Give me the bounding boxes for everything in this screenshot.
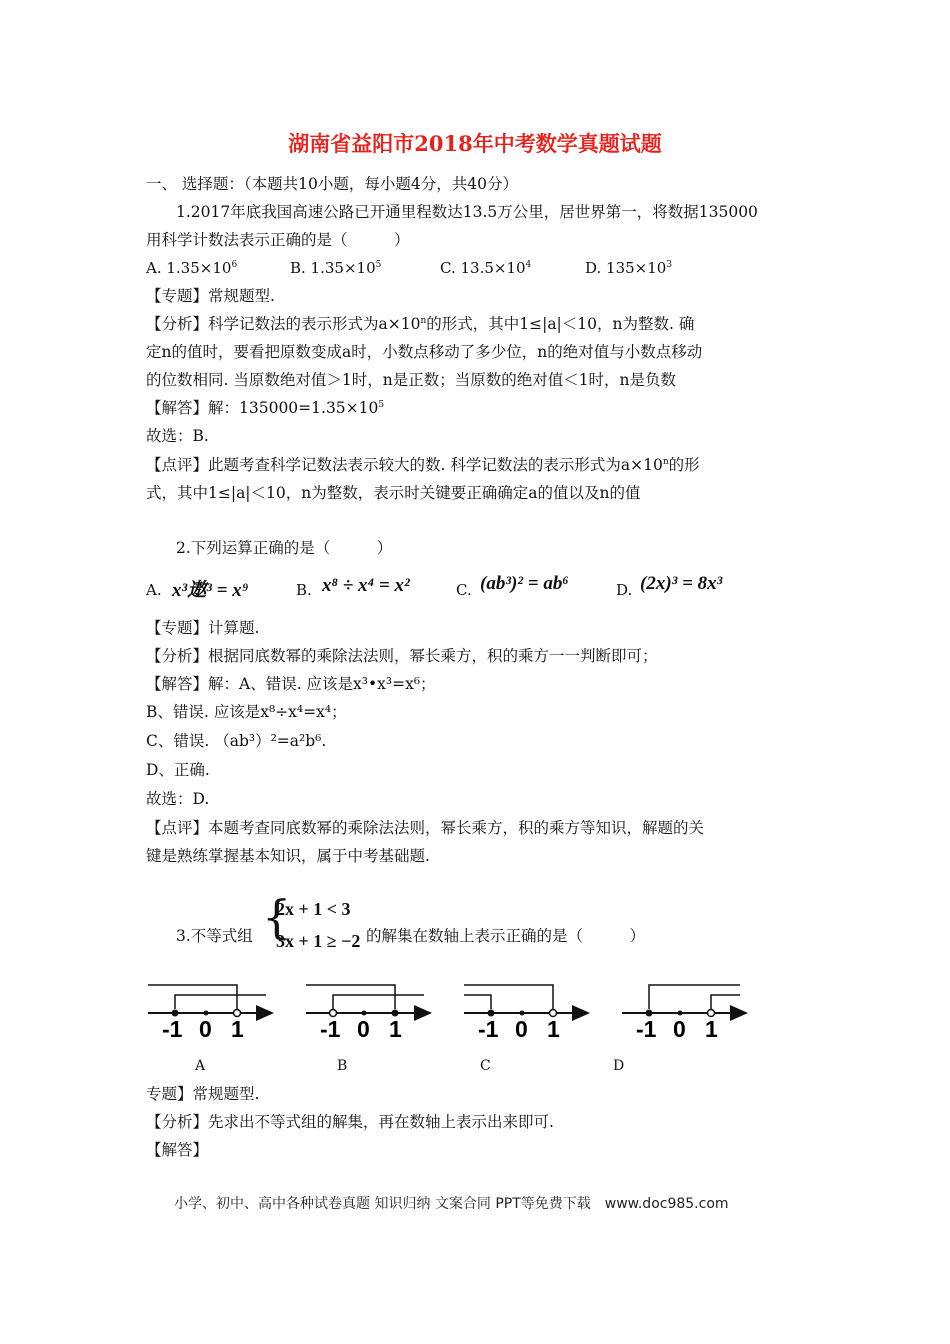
system-brace: { <box>262 890 292 944</box>
q3-analysis: 【分析】先求出不等式组的解集，再在数轴上表示出来即可. <box>146 1113 554 1131</box>
q1-comment-line1: 【点评】此题考查科学记数法表示较大的数. 科学记数法的表示形式为$a\times 10^n$的形 <box>146 456 700 474</box>
label-neg1-d: -1 <box>636 1016 657 1042</box>
q1-analysis-line1: 【分析】科学记数法的表示形式为$a\times 10^n$的形式，其中1≤|a|＜10，n为整数. 确 <box>146 315 695 333</box>
label-1-c: 1 <box>547 1016 560 1042</box>
number-line-c <box>464 985 588 1042</box>
label-0-c: 0 <box>515 1016 528 1042</box>
number-line-d <box>622 985 746 1042</box>
q3-option-a-label: A <box>195 1058 206 1074</box>
q1-option-c: C. $13.5\times 10^4$ <box>440 259 532 277</box>
q3-inequality-1: 2x + 1 < 3 <box>276 899 351 919</box>
label-1-d: 1 <box>705 1016 718 1042</box>
label-neg1-b: -1 <box>320 1016 341 1042</box>
q3-stem-suffix: 的解集在数轴上表示正确的是（ ） <box>366 927 646 945</box>
q1-topic: 【专题】常规题型. <box>146 287 275 305</box>
number-line-figures <box>140 975 760 1045</box>
label-neg1-a: -1 <box>162 1016 183 1042</box>
q1-analysis-line2: 定n的值时，要看把原数变成a时，小数点移动了多少位，n的绝对值与小数点移动 <box>146 343 703 361</box>
q2-comment-line2: 键是熟练掌握基本知识，属于中考基础题. <box>146 847 430 865</box>
q2-option-c: (ab³)² = ab⁶ <box>480 573 569 594</box>
q2-option-b-label: B. <box>296 581 312 599</box>
q2-option-a: x³遨³ = x⁹ <box>172 580 249 601</box>
q2-answer-line4: D、正确. <box>146 761 210 779</box>
q2-topic: 【专题】计算题. <box>146 619 260 637</box>
q3-topic: 专题】常规题型. <box>146 1085 260 1103</box>
q2-option-c-label: C. <box>456 581 472 599</box>
label-1-a: 1 <box>231 1016 244 1042</box>
q3-option-b-label: B <box>337 1058 348 1074</box>
footer-text: 小学、初中、高中各种试卷真题 知识归纳 文案合同 PPT等免费下载 www.doc985.com <box>174 1196 729 1212</box>
label-0-d: 0 <box>673 1016 686 1042</box>
document-title: 湖南省益阳市2018年中考数学真题试题 <box>288 131 662 156</box>
q2-analysis: 【分析】根据同底数幂的乘除法法则，幂长乘方，积的乘方一一判断即可； <box>146 647 658 665</box>
q2-answer-line2: B、错误. 应该是x⁸÷x⁴=x⁴； <box>146 703 347 721</box>
q2-answer-line3: C、错误. （ab³）²=a²b⁶. <box>146 732 327 750</box>
label-0-b: 0 <box>357 1016 370 1042</box>
label-0-a: 0 <box>199 1016 212 1042</box>
q3-option-c-label: C <box>480 1058 491 1074</box>
q1-analysis-line3: 的位数相同. 当原数绝对值＞1时，n是正数；当原数的绝对值＜1时，n是负数 <box>146 371 677 389</box>
q2-option-a-label: A. <box>146 581 162 599</box>
q3-answer: 【解答】 <box>146 1141 209 1159</box>
q1-option-d: D. $135\times 10^3$ <box>585 259 673 277</box>
q1-option-a: A. $1.35\times 10^6$ <box>146 259 238 277</box>
q1-answer: 【解答】解：$135000=1.35\times 10^5$ <box>146 399 385 417</box>
q2-option-d: (2x)³ = 8x³ <box>640 573 723 594</box>
section-heading: 一、 选择题：（本题共10小题，每小题4分，共40分） <box>146 175 518 193</box>
label-1-b: 1 <box>389 1016 402 1042</box>
q2-option-d-label: D. <box>616 581 633 599</box>
q1-comment-line2: 式，其中1≤|a|＜10，n为整数，表示时关键要正确确定a的值以及n的值 <box>146 484 641 502</box>
q3-stem-prefix: 3.不等式组 <box>176 927 253 945</box>
number-line-a <box>148 985 272 1042</box>
q2-answer-line1: 【解答】解：A、错误. 应该是x³•x³=x⁶； <box>146 675 436 693</box>
q1-option-b: B. $1.35\times 10^5$ <box>290 259 382 277</box>
q3-inequality-2: 3x + 1 ≥ −2 <box>276 931 361 951</box>
q2-option-b: x⁸ ÷ x⁴ = x² <box>322 575 410 596</box>
q2-stem: 2.下列运算正确的是（ ） <box>176 539 393 557</box>
q3-option-d-label: D <box>613 1058 625 1074</box>
q1-stem-line1: 1.2017年底我国高速公路已开通里程数达13.5万公里，居世界第一，将数据135000 <box>176 203 758 221</box>
q2-comment-line1: 【点评】本题考查同底数幂的乘除法法则，幂长乘方，积的乘方等知识，解题的关 <box>146 819 705 837</box>
q2-choice: 故选：D. <box>146 790 210 808</box>
q1-stem-line2: 用科学计数法表示正确的是（ ） <box>146 231 410 249</box>
number-line-b <box>306 985 430 1042</box>
label-neg1-c: -1 <box>478 1016 499 1042</box>
q1-choice: 故选：B. <box>146 427 209 445</box>
